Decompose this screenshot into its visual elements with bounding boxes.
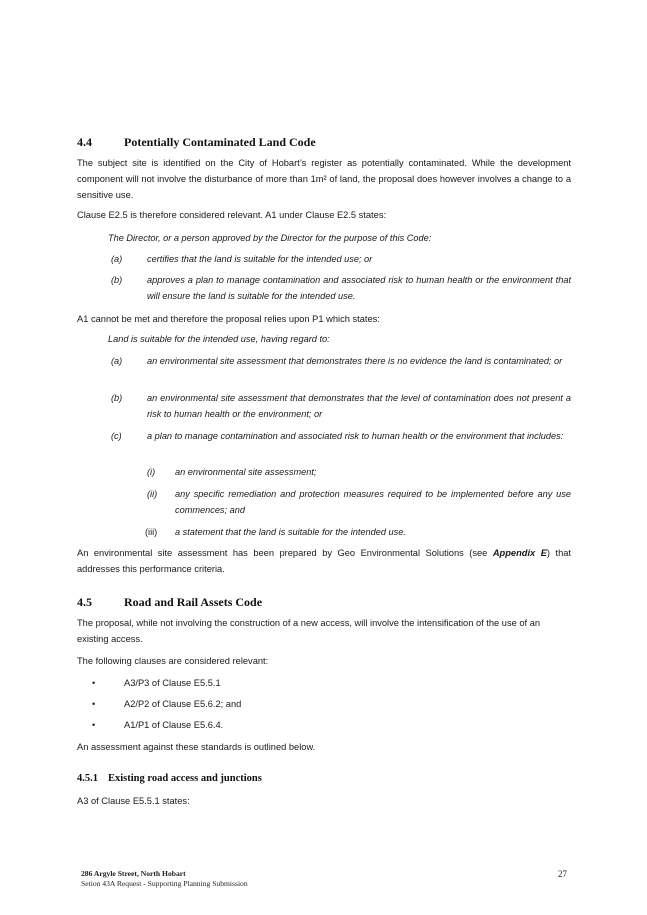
list-label: (b) xyxy=(111,275,123,285)
paragraph: Clause E2.5 is therefore considered relevant. A1 under Clause E2.5 states: xyxy=(77,210,387,220)
quoted-clause-intro: The Director, or a person approved by the Director for the purpose of this Code: xyxy=(108,233,432,243)
list-label: (b) xyxy=(111,393,123,403)
list-item: approves a plan to manage contamination and associated risk to human health or the environment that will ensure the land is suitable for the intended use. xyxy=(147,275,571,301)
paragraph-text: An environmental site assessment has been prepared by Geo Environmental Solutions (see xyxy=(77,548,493,558)
section-number: 4.5 xyxy=(77,595,92,609)
section-title: Road and Rail Assets Code xyxy=(124,595,263,609)
paragraph: The proposal, while not involving the construction of a new access, will involve the intensification of the use of an existing access. xyxy=(77,618,541,644)
section-heading-4-5 xyxy=(77,595,557,613)
sublist-item: any specific remediation and protection measures required to be implemented before any use commences; and xyxy=(175,489,571,515)
sublist-label: (ii) xyxy=(147,489,158,499)
section-title: Potentially Contaminated Land Code xyxy=(124,135,316,149)
list-item: an environmental site assessment that demonstrates that the level of contamination does not present a risk to human health or the environment; or xyxy=(147,393,571,419)
bullet-item: A1/P1 of Clause E5.6.4. xyxy=(124,720,224,730)
paragraph: A3 of Clause E5.5.1 states: xyxy=(77,796,190,806)
bullet-glyph: • xyxy=(92,699,96,709)
section-number: 4.5.1 xyxy=(77,773,98,784)
paragraph: The following clauses are considered relevant: xyxy=(77,656,269,666)
list-item: a plan to manage contamination and associated risk to human health or the environment that includes: xyxy=(147,431,564,441)
appendix-reference: Appendix E xyxy=(492,548,547,558)
list-label: (a) xyxy=(111,254,123,264)
footer-subtitle: Setion 43A Request - Supporting Planning Submission xyxy=(81,879,248,888)
sublist-item: an environmental site assessment; xyxy=(175,467,317,477)
bullet-glyph: • xyxy=(92,720,96,730)
quoted-clause-intro: Land is suitable for the intended use, having regard to: xyxy=(108,334,330,344)
paragraph-text: ) that addresses this performance criteria. xyxy=(77,548,572,574)
sublist-item: a statement that the land is suitable for the intended use. xyxy=(175,527,406,537)
section-heading-4-4 xyxy=(77,135,557,153)
section-number: 4.4 xyxy=(77,135,92,149)
bullet-item: A3/P3 of Clause E5.5.1 xyxy=(124,678,221,688)
paragraph: A1 cannot be met and therefore the proposal relies upon P1 which states: xyxy=(77,314,380,324)
bullet-glyph: • xyxy=(92,678,96,688)
section-title: Existing road access and junctions xyxy=(108,773,262,784)
footer-address: 286 Argyle Street, North Hobart xyxy=(81,869,186,878)
sublist-label: (iii) xyxy=(145,527,158,537)
list-label: (a) xyxy=(111,356,123,366)
sublist-label: (i) xyxy=(147,467,156,477)
subsection-heading-4-5-1 xyxy=(77,773,557,789)
list-item: an environmental site assessment that demonstrates there is no evidence the land is contaminated; or xyxy=(147,356,563,366)
paragraph: The subject site is identified on the City of Hobart’s register as potentially contaminated. While the development component will not involve the disturbance of more than 1m² of land, the proposal does however involves a change to a sensitive use. xyxy=(77,158,571,200)
page-number: 27 xyxy=(558,869,567,879)
list-label: (c) xyxy=(111,431,122,441)
paragraph: An assessment against these standards is outlined below. xyxy=(77,742,316,752)
paragraph xyxy=(77,545,571,577)
list-item: certifies that the land is suitable for the intended use; or xyxy=(147,254,373,264)
bullet-item: A2/P2 of Clause E5.6.2; and xyxy=(124,699,242,709)
